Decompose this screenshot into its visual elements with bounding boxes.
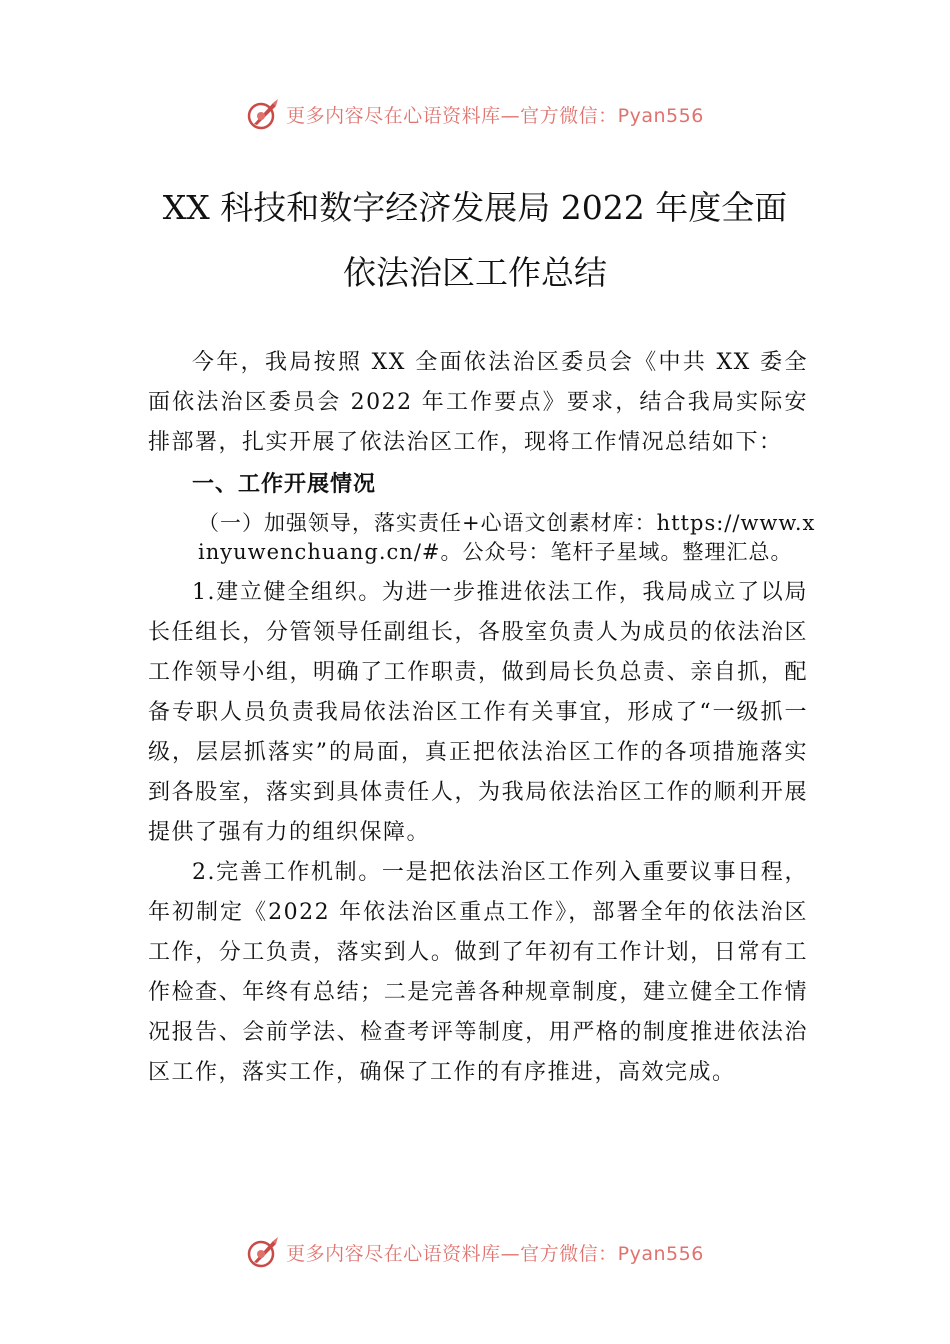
quill-pen-logo-icon: [246, 97, 280, 131]
watermark-header: [0, 94, 950, 134]
section-heading: 一、工作开展情况: [192, 472, 377, 497]
watermark-text: 更多内容尽在心语资料库—官方微信：Pyan556: [286, 1242, 704, 1265]
document-title-line-1: XX 科技和数字经济发展局 2022 年度全面: [162, 188, 788, 227]
paragraph-2: 2.完善工作机制。一是把依法治区工作列入重要议事日程，年初制定《2022 年依法治区重点工作》，部署全年的依法治区工作，分工负责，落实到人。做到了年初有工作计划，日常有工作检查、年终有总结；二是完善各种规章制度，建立健全工作情况报告、会前学法、检查考评等制度，用严格的制度推进依法治区工作，落实工作，确保了工作的有序推进，高效完成。: [148, 860, 808, 1085]
paragraph-1: 1.建立健全组织。为进一步推进依法工作，我局成立了以局长任组长，分管领导任副组长，各股室负责人为成员的依法治区工作领导小组，明确了工作职责，做到局长负总责、亲自抓，配备专职人员负责我局依法治区工作有关事宜，形成了“一级抓一级，层层抓落实”的局面，真正把依法治区工作的各项措施落实到各股室，落实到具体责任人，为我局依法治区工作的顺利开展提供了强有力的组织保障。: [148, 580, 808, 845]
document-body: [148, 343, 816, 1093]
watermark-footer: [0, 1232, 950, 1272]
intro-paragraph: 今年，我局按照 XX 全面依法治区委员会《中共 XX 委全面依法治区委员会 2022 年工作要点》要求，结合我局实际安排部署，扎实开展了依法治区工作，现将工作情况总结如下：: [148, 350, 808, 455]
quill-pen-logo-icon: [246, 1235, 280, 1269]
subsection-heading: （一）加强领导，落实责任+心语文创素材库：https://www.xinyuwenchuang.cn/#。公众号：笔杆子星域。整理汇总。: [198, 511, 816, 564]
document-title-line-2: 依法治区工作总结: [343, 253, 607, 292]
watermark-text: 更多内容尽在心语资料库—官方微信：Pyan556: [286, 104, 704, 127]
